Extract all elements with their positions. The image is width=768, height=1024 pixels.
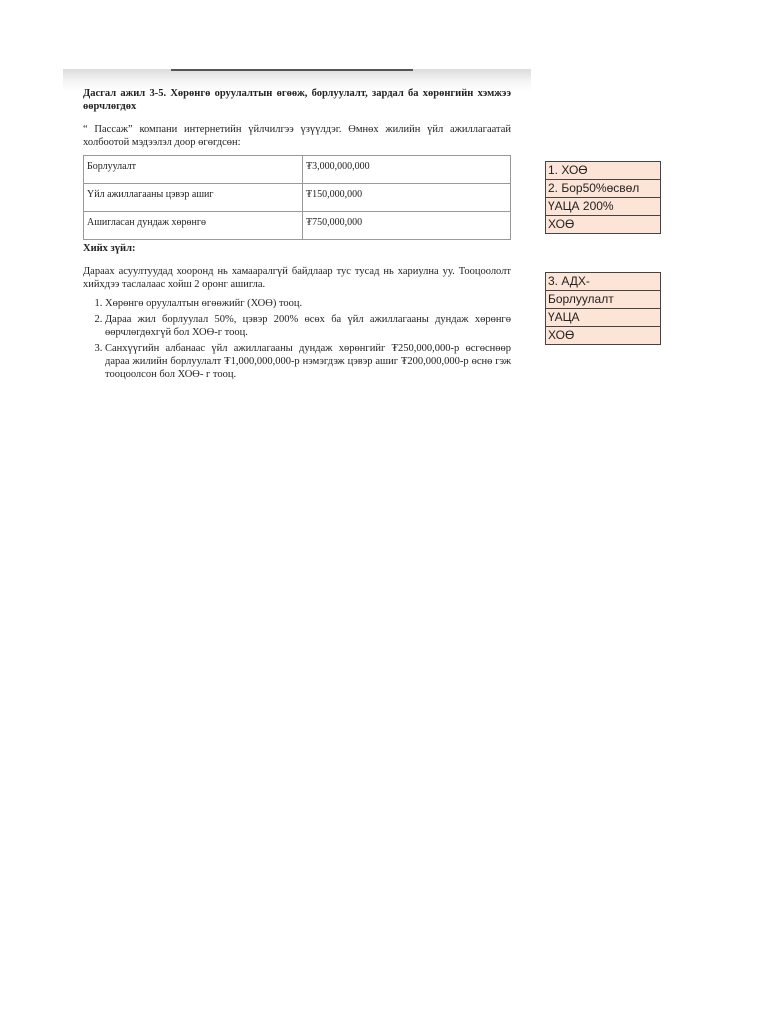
section-title: Хийх зүйл: [83, 243, 136, 254]
note-box-1 [545, 161, 661, 234]
table-row [84, 156, 511, 184]
table-cell-value: ₮150,000,000 [303, 184, 511, 212]
note-cell[interactable]: ХОӨ [546, 327, 660, 344]
note-cell[interactable]: ХОӨ [546, 216, 660, 233]
table-cell-value: ₮3,000,000,000 [303, 156, 511, 184]
list-item: 1. Хөрөнгө оруулалтын өгөөжийг (ХОӨ) тооц. [105, 297, 511, 310]
table-cell-label: Борлуулалт [84, 156, 303, 184]
list-item: 2. Дараа жил борлуулал 50%, цэвэр 200% өсөх ба үйл ажиллагааны дундаж хөрөнгө өөрчлөгдөхгүй бол ХОӨ-г тооц. [105, 313, 511, 339]
note-cell[interactable]: ҮАЦА 200% [546, 198, 660, 216]
list-item: 3. Санхүүгийн албанаас үйл ажиллагааны дундаж хөрөнгийг ₮250,000,000-р өсгөснөөр дараа жилийн борлуулалт ₮1,000,000,000-р нэмэгдэж цэвэр ашиг ₮200,000,000-р өснө гэж тооцоолсон бол ХОӨ- г тооц. [105, 342, 511, 381]
table-cell-label: Үйл ажиллагааны цэвэр ашиг [84, 184, 303, 212]
exercise-intro: “ Пассаж” компани интернетийн үйлчилгээ үзүүлдэг. Өмнөх жилийн үйл ажиллагаатай холбоотой мэдээлэл доор өгөгдсөн: [83, 124, 511, 148]
table-row [84, 184, 511, 212]
note-cell[interactable]: 2. Бор50%өсвөл [546, 180, 660, 198]
note-box-2 [545, 272, 661, 345]
data-table [83, 155, 511, 240]
table-cell-label: Ашигласан дундаж хөрөнгө [84, 212, 303, 240]
document-content [83, 87, 511, 384]
page-top-rule [171, 69, 413, 71]
exercise-heading: Дасгал ажил 3-5. Хөрөнгө оруулалтын өгөөж, борлуулалт, зардал ба хөрөнгийн хэмжээ өөрчлөгдөх [83, 88, 511, 112]
question-list [83, 297, 511, 381]
note-cell[interactable]: Борлуулалт [546, 291, 660, 309]
table-row [84, 212, 511, 240]
document-image [63, 69, 531, 399]
task-instructions: Дараах асуултуудад хооронд нь хамааралгүй байдлаар тус тусад нь хариулна уу. Тооцоололт хийхдээ таслалаас хойш 2 оронг ашигла. [83, 266, 511, 290]
note-cell[interactable]: ҮАЦА [546, 309, 660, 327]
note-cell[interactable]: 3. АДХ- [546, 273, 660, 291]
note-cell[interactable]: 1. ХОӨ [546, 162, 660, 180]
table-cell-value: ₮750,000,000 [303, 212, 511, 240]
